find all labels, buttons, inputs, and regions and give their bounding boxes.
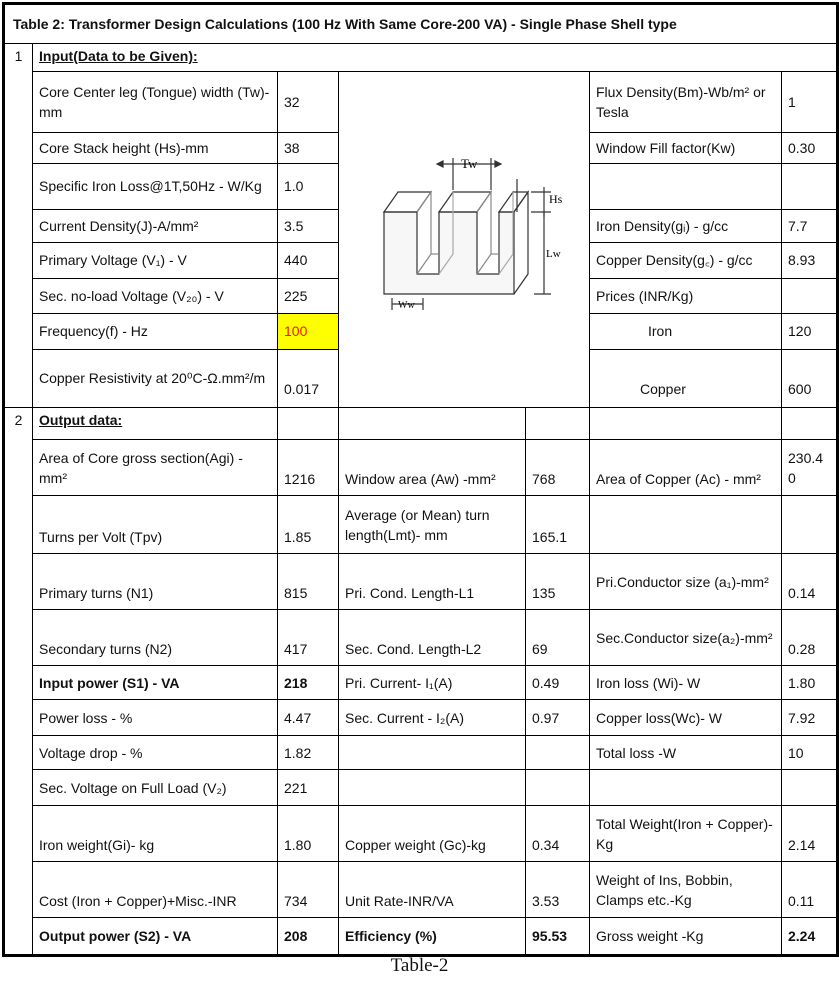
- output-label: Weight of Ins, Bobbin, Clamps etc.-Kg: [590, 862, 782, 918]
- output-value: 0.14: [782, 554, 838, 610]
- table-caption: Table-2: [390, 955, 449, 976]
- output-value: 221: [278, 770, 339, 806]
- section-title-output: Output data:: [33, 408, 278, 440]
- output-value: 0.97: [526, 700, 590, 736]
- table-title: Table 2: Transformer Design Calculations (100 Hz With Same Core-200 VA) - Single Phase Shell type: [4, 4, 838, 44]
- output-value: 1.82: [278, 736, 339, 770]
- diagram-label-lw: Lw: [546, 248, 561, 260]
- input-value: 8.93: [782, 243, 838, 278]
- output-label: [590, 770, 782, 806]
- output-label: Iron loss (Wi)- W: [590, 666, 782, 700]
- input-value: 225: [278, 278, 339, 313]
- output-value: 165.1: [526, 496, 590, 554]
- input-value: 3.5: [278, 209, 339, 242]
- output-value: [526, 736, 590, 770]
- input-label: Core Stack height (Hs)-mm: [33, 132, 278, 163]
- input-value: [782, 278, 838, 313]
- input-value: 0.017: [278, 349, 339, 407]
- input-value: 120: [782, 314, 838, 349]
- input-value: 0.30: [782, 132, 838, 163]
- output-label: Unit Rate-INR/VA: [339, 862, 526, 918]
- output-label: Efficiency (%): [339, 918, 526, 956]
- output-label: Voltage drop - %: [33, 736, 278, 770]
- section-title-input: Input(Data to be Given):: [33, 44, 838, 72]
- output-value: 0.11: [782, 862, 838, 918]
- output-value: 208: [278, 918, 339, 956]
- input-label: Current Density(J)-A/mm²: [33, 209, 278, 242]
- output-value: 69: [526, 610, 590, 666]
- output-value: 4.47: [278, 700, 339, 736]
- output-value: [782, 496, 838, 554]
- output-label: Copper weight (Gc)-kg: [339, 806, 526, 862]
- output-label: Gross weight -Kg: [590, 918, 782, 956]
- output-label: Pri. Current- I₁(A): [339, 666, 526, 700]
- diagram-label-ww: Ww: [398, 300, 415, 311]
- output-label: Copper loss(Wc)- W: [590, 700, 782, 736]
- output-value: 1.80: [782, 666, 838, 700]
- input-value: 600: [782, 349, 838, 407]
- output-label: Total loss -W: [590, 736, 782, 770]
- section-index-output: 2: [4, 408, 33, 956]
- input-label: Copper: [590, 349, 782, 407]
- frequency-value-highlighted: 100: [278, 314, 339, 349]
- output-value: 10: [782, 736, 838, 770]
- input-label: Prices (INR/Kg): [590, 278, 782, 313]
- output-label: Average (or Mean) turn length(Lmt)- mm: [339, 496, 526, 554]
- output-label: [590, 496, 782, 554]
- input-value: [782, 163, 838, 209]
- input-value: 32: [278, 72, 339, 133]
- output-row: [4, 496, 838, 554]
- shell-core-diagram: [339, 72, 589, 402]
- input-value: 440: [278, 243, 339, 278]
- output-label: Area of Core gross section(Agi) - mm²: [33, 440, 278, 496]
- input-label: Primary Voltage (V₁) - V: [33, 243, 278, 278]
- output-label: Turns per Volt (Tpv): [33, 496, 278, 554]
- input-label: Flux Density(Bm)-Wb/m² or Tesla: [590, 72, 782, 133]
- input-label: Copper Density(g꜀) - g/cc: [590, 243, 782, 278]
- output-row: [4, 610, 838, 666]
- output-value: 135: [526, 554, 590, 610]
- output-value: 95.53: [526, 918, 590, 956]
- output-value: [782, 770, 838, 806]
- input-row: [4, 72, 838, 133]
- output-row: [4, 918, 838, 956]
- output-value: 0.49: [526, 666, 590, 700]
- input-label: Iron: [590, 314, 782, 349]
- input-value: 1: [782, 72, 838, 133]
- output-value: 0.28: [782, 610, 838, 666]
- output-value: 815: [278, 554, 339, 610]
- diagram-label-tw: Tw: [461, 156, 478, 171]
- input-value: 1.0: [278, 163, 339, 209]
- diagram-label-hs: Hs: [549, 192, 563, 206]
- output-row: [4, 770, 838, 806]
- section-index-input: 1: [4, 44, 33, 408]
- output-label: Sec.Conductor size(a₂)-mm²: [590, 610, 782, 666]
- output-label: Sec. Voltage on Full Load (V₂): [33, 770, 278, 806]
- output-row: [4, 440, 838, 496]
- output-row: [4, 554, 838, 610]
- output-label: Input power (S1) - VA: [33, 666, 278, 700]
- output-value: 2.24: [782, 918, 838, 956]
- output-label: Primary turns (N1): [33, 554, 278, 610]
- output-label: Window area (Aw) -mm²: [339, 440, 526, 496]
- output-value: 1.80: [278, 806, 339, 862]
- output-label: Pri.Conductor size (a₁)-mm²: [590, 554, 782, 610]
- output-value: 768: [526, 440, 590, 496]
- output-value: 417: [278, 610, 339, 666]
- input-label: Copper Resistivity at 20⁰C-Ω.mm²/m: [33, 349, 278, 407]
- input-value: 38: [278, 132, 339, 163]
- output-label: Power loss - %: [33, 700, 278, 736]
- output-row: [4, 666, 838, 700]
- input-label: Iron Density(gᵢ) - g/cc: [590, 209, 782, 242]
- output-label: Total Weight(Iron + Copper)-Kg: [590, 806, 782, 862]
- output-label: Area of Copper (Ac) - mm²: [590, 440, 782, 496]
- output-label: Cost (Iron + Copper)+Misc.-INR: [33, 862, 278, 918]
- output-label: [339, 770, 526, 806]
- output-label: Pri. Cond. Length-L1: [339, 554, 526, 610]
- output-row: [4, 806, 838, 862]
- output-value: 1216: [278, 440, 339, 496]
- output-value: 218: [278, 666, 339, 700]
- output-value: 1.85: [278, 496, 339, 554]
- output-value: 230.40: [782, 440, 838, 496]
- output-row: [4, 700, 838, 736]
- output-label: Sec. Cond. Length-L2: [339, 610, 526, 666]
- output-label: Output power (S2) - VA: [33, 918, 278, 956]
- input-label: Window Fill factor(Kw): [590, 132, 782, 163]
- design-table: [2, 2, 839, 957]
- input-label: Sec. no-load Voltage (V₂₀) - V: [33, 278, 278, 313]
- input-label: [590, 163, 782, 209]
- output-value: 7.92: [782, 700, 838, 736]
- output-row: [4, 736, 838, 770]
- output-value: 3.53: [526, 862, 590, 918]
- output-label: Iron weight(Gi)- kg: [33, 806, 278, 862]
- output-label: Secondary turns (N2): [33, 610, 278, 666]
- input-label: Core Center leg (Tongue) width (Tw)-mm: [33, 72, 278, 133]
- output-row: [4, 862, 838, 918]
- core-diagram-cell: [339, 72, 590, 408]
- output-value: 2.14: [782, 806, 838, 862]
- output-value: 734: [278, 862, 339, 918]
- output-value: [526, 770, 590, 806]
- output-label: [339, 736, 526, 770]
- output-label: Sec. Current - I₂(A): [339, 700, 526, 736]
- input-label: Frequency(f) - Hz: [33, 314, 278, 349]
- input-value: 7.7: [782, 209, 838, 242]
- output-value: 0.34: [526, 806, 590, 862]
- design-table-container: [2, 2, 836, 947]
- input-label: Specific Iron Loss@1T,50Hz - W/Kg: [33, 163, 278, 209]
